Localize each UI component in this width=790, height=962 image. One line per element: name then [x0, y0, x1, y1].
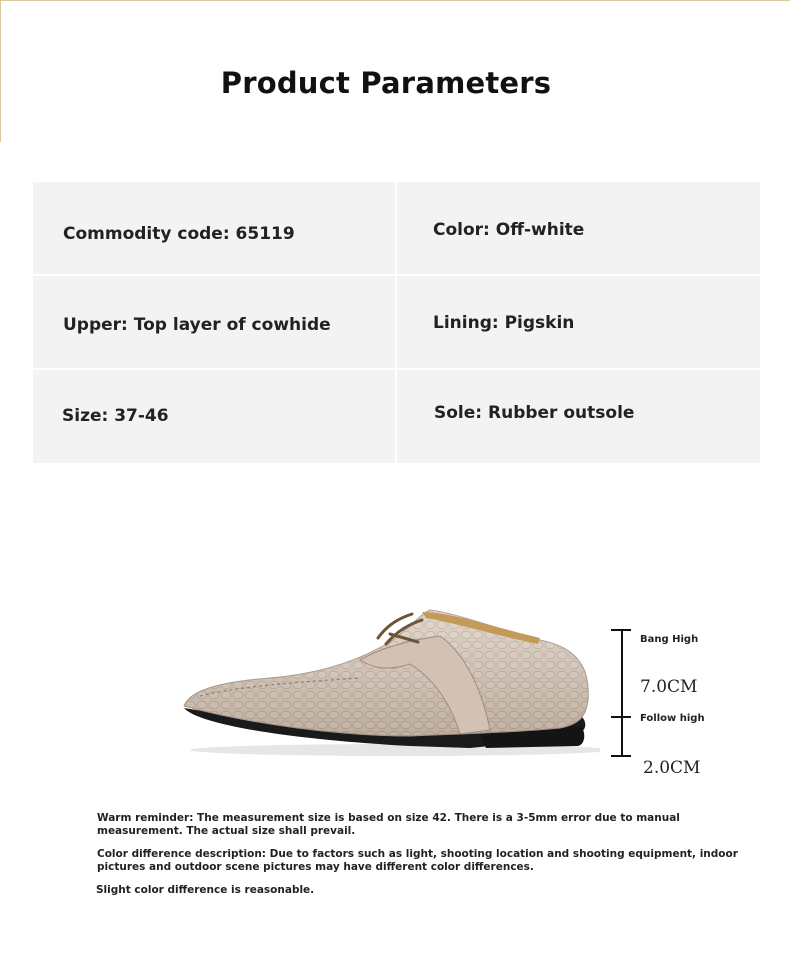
param-cell-sole — [397, 370, 760, 463]
bang-high-value: 7.0CM — [640, 677, 698, 697]
parameter-table — [33, 182, 760, 463]
param-lining: Lining: Pigskin — [433, 313, 575, 333]
param-commodity-code: Commodity code: 65119 — [63, 224, 295, 244]
param-cell-commodity-code — [33, 182, 395, 274]
param-upper: Upper: Top layer of cowhide — [63, 315, 331, 335]
param-size: Size: 37-46 — [62, 406, 169, 426]
warm-reminder-note: Warm reminder: The measurement size is based on size 42. There is a 3-5mm error due to manual measurement. The actual size shall prevail. — [97, 812, 680, 837]
follow-high-bottom-tick — [611, 755, 631, 757]
param-cell-lining — [397, 276, 760, 368]
bang-high-top-tick — [611, 629, 631, 631]
color-difference-note: Color difference description: Due to factors such as light, shooting location and shooting equipment, indoor pictures and outdoor scene pictures may have different color differences. — [97, 848, 738, 873]
param-cell-size — [33, 370, 395, 463]
param-cell-upper — [33, 276, 395, 368]
slight-difference-note: Slight color difference is reasonable. — [96, 884, 315, 896]
bang-high-measure-line — [621, 629, 623, 717]
shoe-image — [160, 590, 600, 770]
section-title: Product Parameters — [220, 66, 552, 100]
follow-high-label: Follow high — [640, 713, 705, 724]
bang-high-label: Bang High — [640, 634, 699, 645]
follow-high-measure-line — [621, 718, 623, 756]
param-cell-color — [397, 182, 760, 274]
param-color: Color: Off-white — [433, 220, 585, 240]
param-sole: Sole: Rubber outsole — [434, 403, 635, 423]
top-border-line — [0, 0, 790, 1]
follow-high-value: 2.0CM — [643, 758, 701, 778]
